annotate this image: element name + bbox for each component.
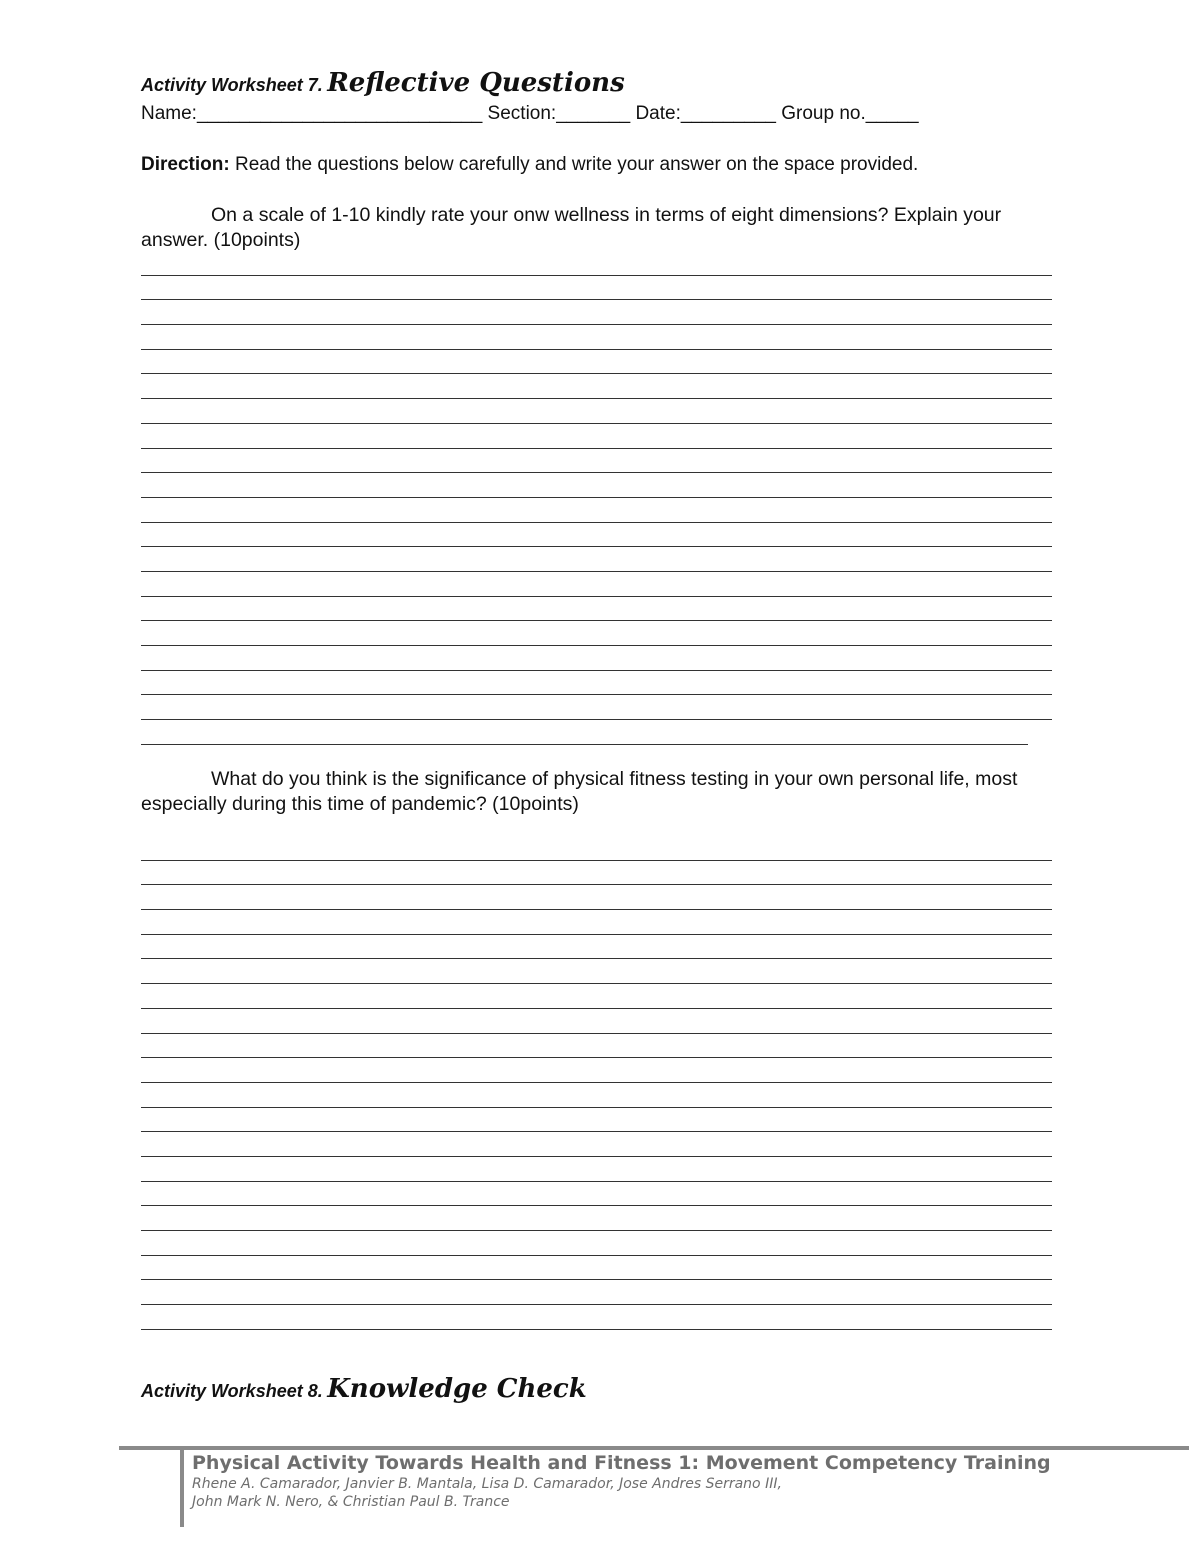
answer-line[interactable] [141,621,1052,646]
answer-line[interactable] [141,1058,1052,1083]
answer-line[interactable] [141,597,1052,622]
answer-line[interactable] [141,547,1052,572]
footer-title: Physical Activity Towards Health and Fitness 1: Movement Competency Training [192,1452,1051,1474]
answer-line[interactable] [141,671,1052,696]
answer-line[interactable] [141,572,1052,597]
worksheet-7-heading [141,68,625,98]
answer-line[interactable] [141,1132,1052,1157]
direction-label: Direction: [141,154,230,175]
question-1-text: On a scale of 1-10 kindly rate your onw wellness in terms of eight dimensions? Explain your answer. (10points) [141,204,1002,251]
answer-line[interactable] [141,300,1052,325]
answer-line[interactable] [141,473,1052,498]
worksheet-8-title: Knowledge Check [327,1374,587,1404]
worksheet-8-label: Activity Worksheet 8. [141,1381,323,1401]
answer-line[interactable] [141,449,1052,474]
student-info-line: Name:___________________________ Section:_______ Date:_________ Group no._____ [141,103,919,124]
footer-side-bar [180,1449,184,1527]
answer-line[interactable] [141,399,1052,424]
answer-line[interactable] [141,1157,1052,1182]
answer-line[interactable] [141,984,1052,1009]
answer-line[interactable] [141,695,1052,720]
answer-line[interactable] [141,1305,1052,1330]
answer-line[interactable] [141,325,1052,350]
answer-lines-question-1[interactable] [141,251,1052,745]
answer-line[interactable] [141,350,1052,375]
answer-line[interactable] [141,910,1052,935]
worksheet-8-heading [141,1374,587,1404]
answer-line[interactable] [141,885,1052,910]
answer-line[interactable] [141,498,1052,523]
answer-line[interactable] [141,646,1052,671]
footer-authors-line-2: John Mark N. Nero, & Christian Paul B. Trance [192,1494,510,1510]
worksheet-7-label: Activity Worksheet 7. [141,75,323,95]
footer-authors-line-1: Rhene A. Camarador, Janvier B. Mantala, Lisa D. Camarador, Jose Andres Serrano III, [192,1476,782,1492]
answer-line[interactable] [141,1182,1052,1207]
answer-line[interactable] [141,959,1052,984]
answer-line[interactable] [141,1231,1052,1256]
worksheet-7-title: Reflective Questions [327,68,625,98]
answer-line[interactable] [141,1034,1052,1059]
answer-line[interactable] [141,861,1052,886]
answer-line[interactable] [141,251,1052,276]
answer-lines-question-2[interactable] [141,836,1052,1330]
answer-line[interactable] [141,424,1052,449]
answer-line[interactable] [141,276,1052,301]
answer-line[interactable] [141,720,1052,745]
answer-line[interactable] [141,1083,1052,1108]
direction-paragraph [141,153,1022,177]
answer-line[interactable] [141,1280,1052,1305]
answer-line[interactable] [141,935,1052,960]
answer-line[interactable] [141,1256,1052,1281]
footer-divider [119,1446,1189,1450]
answer-line[interactable] [141,1108,1052,1133]
answer-line[interactable] [141,1206,1052,1231]
answer-line[interactable] [141,1009,1052,1034]
question-2 [141,767,1031,817]
answer-line[interactable] [141,523,1052,548]
answer-line[interactable] [141,374,1052,399]
direction-text: Read the questions below carefully and write your answer on the space provided. [229,154,919,175]
answer-line[interactable] [141,836,1052,861]
question-2-text: What do you think is the significance of physical fitness testing in your own personal life, most especially during this time of pandemic? (10points) [141,768,1018,815]
question-1 [141,203,1059,253]
